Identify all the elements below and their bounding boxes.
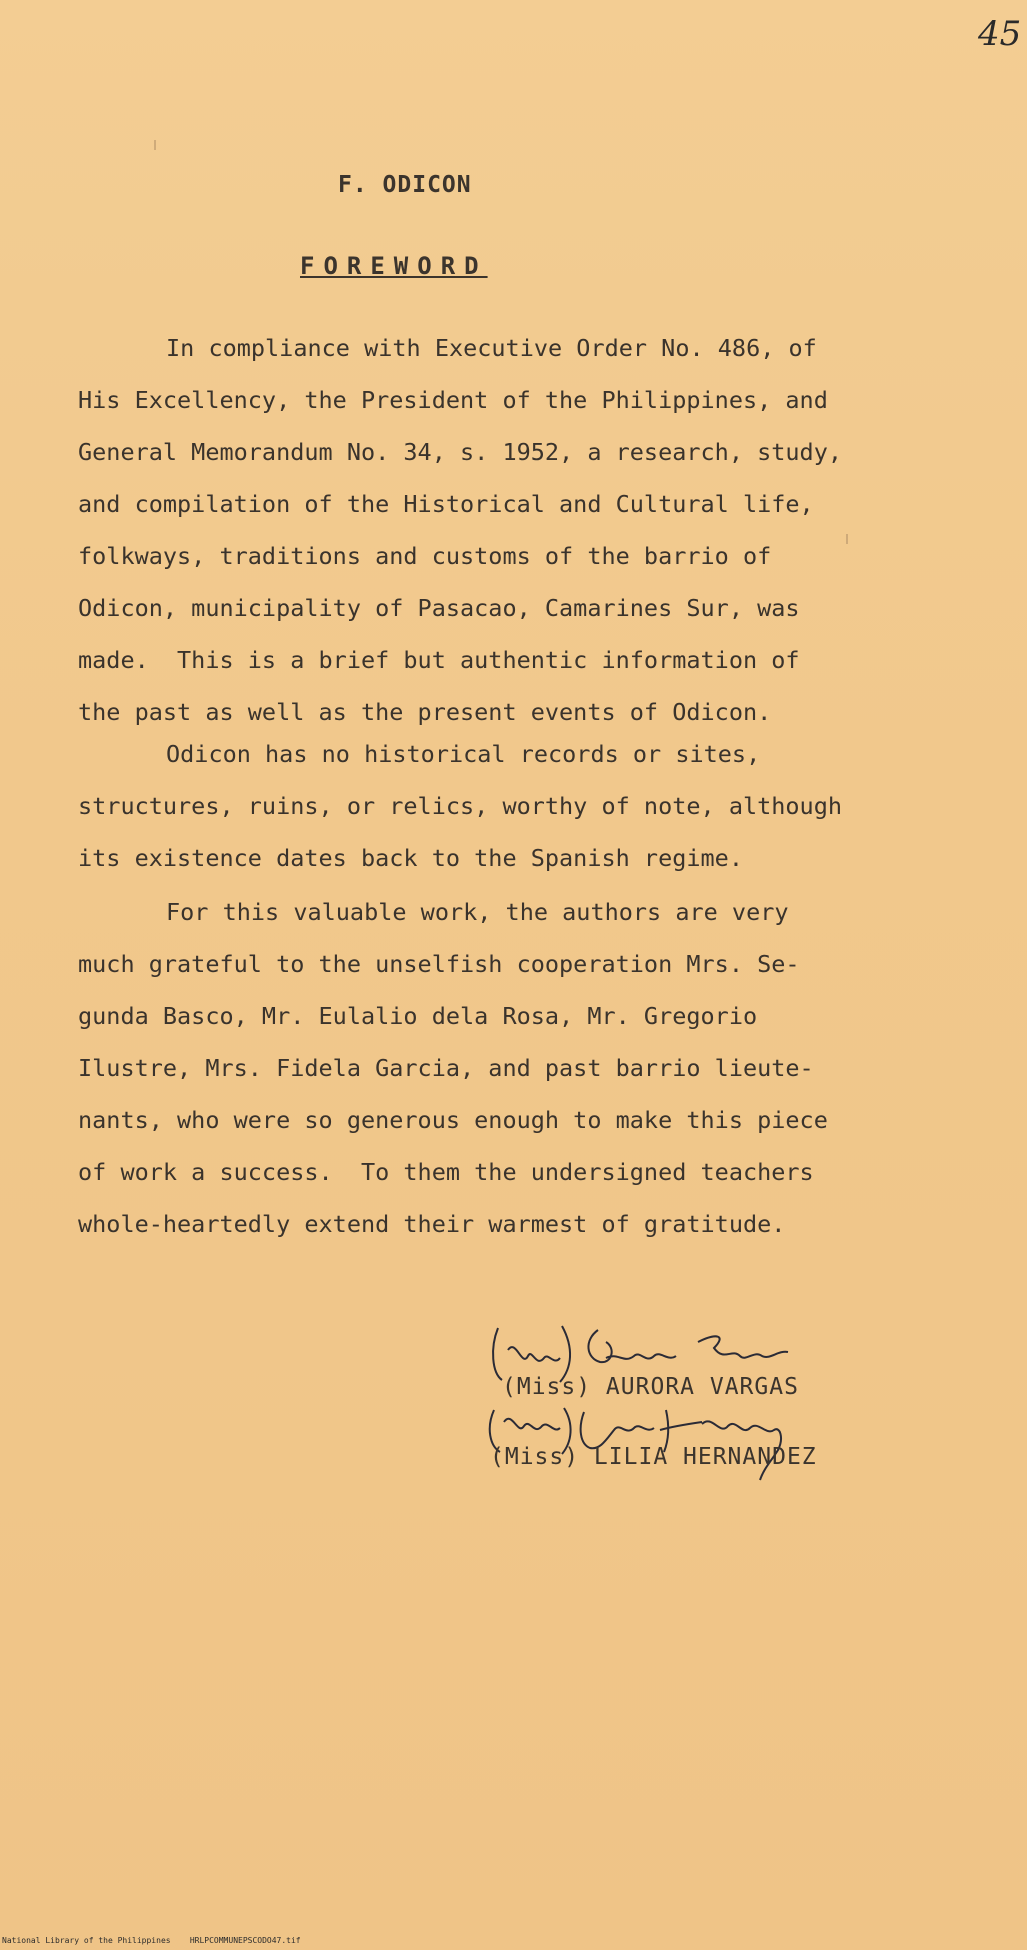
paragraph-1 [78, 322, 938, 738]
text-line: His Excellency, the President of the Philippines, and [78, 386, 828, 414]
text-line: gunda Basco, Mr. Eulalio dela Rosa, Mr. Gregorio [78, 1002, 758, 1030]
text-line: For this valuable work, the authors are very [166, 898, 789, 926]
text-line: Ilustre, Mrs. Fidela Garcia, and past barrio lieute- [78, 1054, 814, 1082]
text-line: its existence dates back to the Spanish regime. [78, 844, 743, 872]
text-line: the past as well as the present events of Odicon. [78, 698, 772, 726]
text-line: much grateful to the unselfish cooperation Mrs. Se- [78, 950, 800, 978]
text-line: of work a success. To them the undersigned teachers [78, 1158, 814, 1186]
page-number: 45 [978, 14, 1022, 54]
archive-footer: National Library of the Philippines HRLPCOMMUNEPSCODO47.tif [2, 1936, 301, 1945]
paper-mark [154, 140, 156, 150]
text-line: General Memorandum No. 34, s. 1952, a research, study, [78, 438, 843, 466]
text-line: whole-heartedly extend their warmest of gratitude. [78, 1210, 786, 1238]
text-line: made. This is a brief but authentic information of [78, 646, 800, 674]
text-line: Odicon, municipality of Pasacao, Camarines Sur, was [78, 594, 800, 622]
section-title: F. ODICON [338, 172, 472, 198]
text-line: structures, ruins, or relics, worthy of note, although [78, 792, 843, 820]
signatory-2-typed-name: (Miss) LILIA HERNANDEZ [490, 1444, 817, 1470]
paper-mark [846, 534, 848, 544]
paragraph-2 [78, 728, 938, 884]
text-line: nants, who were so generous enough to make this piece [78, 1106, 828, 1134]
text-line: folkways, traditions and customs of the barrio of [78, 542, 772, 570]
text-line: and compilation of the Historical and Cultural life, [78, 490, 814, 518]
text-line: In compliance with Executive Order No. 486, of [166, 334, 817, 362]
signatory-1-typed-name: (Miss) AURORA VARGAS [502, 1374, 799, 1400]
foreword-heading: FOREWORD [300, 252, 488, 280]
paragraph-3 [78, 886, 938, 1250]
handwritten-signatures [488, 1318, 848, 1498]
signature-block [488, 1318, 848, 1498]
text-line: Odicon has no historical records or sites, [166, 740, 761, 768]
